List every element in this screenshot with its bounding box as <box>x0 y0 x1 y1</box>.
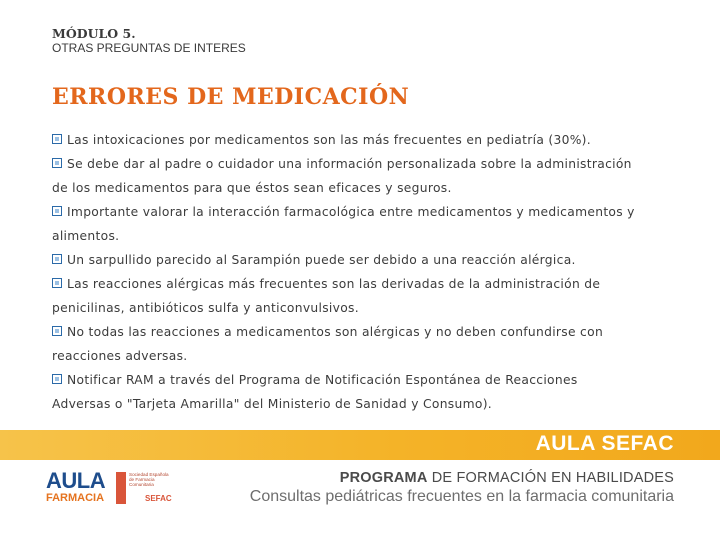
module-header <box>52 26 246 56</box>
program-title-bold: PROGRAMA <box>339 470 428 486</box>
bullet-item <box>52 152 652 176</box>
checkbox-bullet-icon <box>52 206 62 216</box>
program-subtitle: Consultas pediátricas frecuentes en la farmacia comunitaria <box>249 488 674 505</box>
checkbox-bullet-icon <box>52 326 62 336</box>
bullet-item <box>52 320 652 344</box>
bullet-item <box>52 368 652 392</box>
sefac-logo-name: SEFAC <box>145 494 172 503</box>
module-number: MÓDULO 5. <box>52 26 136 41</box>
bullet-text: Un sarpullido parecido al Sarampión puede ser debido a una reacción alérgica. <box>67 253 576 267</box>
bullet-continuation: Adversas o "Tarjeta Amarilla" del Ministerio de Sanidad y Consumo). <box>52 397 493 411</box>
bullet-item <box>52 272 652 296</box>
checkbox-bullet-icon <box>52 278 62 288</box>
checkbox-bullet-icon <box>52 134 62 144</box>
bullet-text: Importante valorar la interacción farmacológica entre medicamentos y medicamentos y <box>67 205 635 219</box>
aula-farmacia-logo <box>46 470 104 504</box>
bullet-text: Se debe dar al padre o cuidador una información personalizada sobre la administración <box>67 157 632 171</box>
bullet-text: Las reacciones alérgicas más frecuentes son las derivadas de la administración de <box>67 277 601 291</box>
sefac-logo-text: Sociedad Española de Farmacia Comunitaria <box>129 472 169 487</box>
logo-aula-text: AULA <box>46 468 106 493</box>
slide-title: ERRORES DE MEDICACIÓN <box>52 84 410 110</box>
program-block <box>250 470 674 506</box>
band-label: AULA SEFAC <box>535 432 674 455</box>
bullet-continuation: alimentos. <box>52 229 120 243</box>
sefac-logo-mark <box>116 472 126 504</box>
program-title-rest: DE FORMACIÓN EN HABILIDADES <box>427 470 674 486</box>
sefac-logo <box>116 472 176 504</box>
bullet-list <box>52 128 652 416</box>
bullet-item <box>52 248 652 272</box>
bullet-item <box>52 128 652 152</box>
footer-band <box>0 430 720 460</box>
bullet-item <box>52 200 652 224</box>
bullet-text: Las intoxicaciones por medicamentos son las más frecuentes en pediatría (30%). <box>67 133 591 147</box>
bullet-continuation: penicilinas, antibióticos sulfa y anticonvulsivos. <box>52 301 359 315</box>
checkbox-bullet-icon <box>52 254 62 264</box>
checkbox-bullet-icon <box>52 158 62 168</box>
bullet-continuation: de los medicamentos para que éstos sean eficaces y seguros. <box>52 181 452 195</box>
checkbox-bullet-icon <box>52 374 62 384</box>
bullet-text: No todas las reacciones a medicamentos son alérgicas y no deben confundirse con <box>67 325 604 339</box>
module-subtitle: OTRAS PREGUNTAS DE INTERES <box>52 41 246 55</box>
logo-farmacia-text: FARMACIA <box>46 492 105 504</box>
program-title <box>250 470 674 487</box>
bullet-text: Notificar RAM a través del Programa de Notificación Espontánea de Reacciones <box>67 373 578 387</box>
bullet-continuation: reacciones adversas. <box>52 349 188 363</box>
